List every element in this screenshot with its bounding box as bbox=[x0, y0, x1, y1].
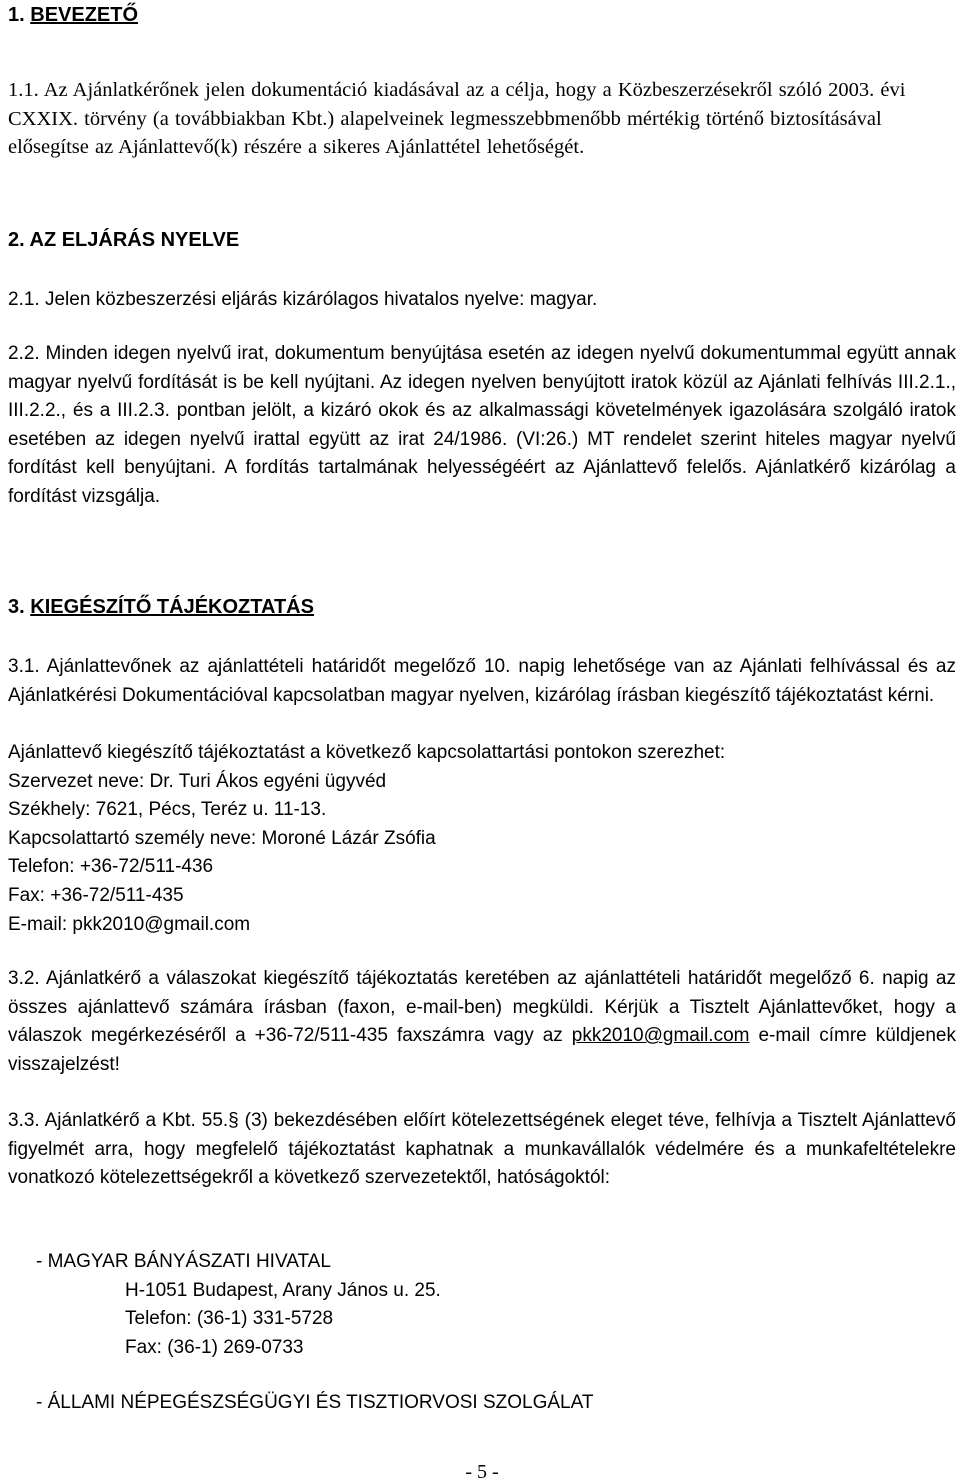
section-1-number: 1. bbox=[8, 4, 25, 26]
paragraph-3-2 bbox=[8, 965, 956, 1079]
section-3-heading bbox=[8, 596, 314, 619]
contact-block bbox=[8, 739, 956, 939]
section-3-number: 3. bbox=[8, 596, 25, 618]
section-1-title: BEVEZETŐ bbox=[30, 4, 139, 26]
section-3-title: KIEGÉSZÍTŐ TÁJÉKOZTATÁS bbox=[30, 596, 314, 618]
paragraph-1-1: 1.1. Az Ajánlatkérőnek jelen dokumentáció kiadásával az a célja, hogy a Közbeszerzésekről szóló 2003. évi CXXIX. törvény (a továbbiakban Kbt.) alapelveinek legmesszebbmenőbb mértékig történő biztosításával elősegítse az Ajánlattevő(k) részére a sikeres Ajánlattétel lehetőségét. bbox=[8, 79, 906, 159]
page-number: - 5 - bbox=[465, 1461, 499, 1483]
contact-organization: Szervezet neve: Dr. Turi Ákos egyéni ügyvéd bbox=[8, 770, 387, 792]
contact-intro: Ajánlattevő kiegészítő tájékoztatást a következő kapcsolattartási pontokon szerezhet: bbox=[8, 742, 726, 763]
paragraph-2-1: 2.1. Jelen közbeszerzési eljárás kizárólagos hivatalos nyelve: magyar. bbox=[8, 289, 598, 310]
contact-fax: Fax: +36-72/511-435 bbox=[8, 884, 184, 906]
org-2-name: - ÁLLAMI NÉPEGÉSZSÉGÜGYI ÉS TISZTIORVOSI SZOLGÁLAT bbox=[36, 1392, 594, 1414]
org-1-address: H-1051 Budapest, Arany János u. 25. bbox=[125, 1279, 441, 1301]
paragraph-3-2-tail: e-mail címre küldjenek visszajelzést! bbox=[8, 1025, 956, 1075]
organization-list bbox=[8, 1248, 956, 1418]
contact-person: Kapcsolattartó személy neve: Moroné Lázár Zsófia bbox=[8, 827, 436, 849]
section-2-heading: 2. AZ ELJÁRÁS NYELVE bbox=[8, 229, 240, 251]
paragraph-3-1: 3.1. Ajánlattevőnek az ajánlattételi határidőt megelőző 10. napig lehetősége van az Ajánlati felhívással és az Ajánlatkérési Dokumentációval kapcsolatban magyar nyelven, kizárólag írásban kiegészítő tájékoztatást kérni. bbox=[8, 656, 956, 706]
contact-email: E-mail: pkk2010@gmail.com bbox=[8, 913, 251, 935]
contact-seat: Székhely: 7621, Pécs, Teréz u. 11-13. bbox=[8, 799, 327, 821]
paragraph-2-2: 2.2. Minden idegen nyelvű irat, dokumentum benyújtása esetén az idegen nyelvű dokumentummal együtt annak magyar nyelvű fordítását is be kell nyújtani. Az idegen nyelven benyújtott iratok közül az Ajánlati felhívás III.2.1., III.2.2., és a III.2.3. pontban jelölt, a kizáró okok és az alkalmassági követelmények igazolására szolgáló iratok esetében az idegen nyelvű irattal együtt az irat 24/1986. (VI:26.) MT rendelet szerint hiteles magyar nyelvű fordítást kell benyújtani. A fordítás tartalmának helyességéért az Ajánlattevő felelős. Ajánlatkérő kizárólag a fordítást vizsgálja. bbox=[8, 343, 956, 507]
email-link[interactable]: pkk2010@gmail.com bbox=[571, 1025, 750, 1047]
org-1-name: - MAGYAR BÁNYÁSZATI HIVATAL bbox=[36, 1251, 331, 1272]
section-1-heading bbox=[8, 4, 138, 27]
contact-phone: Telefon: +36-72/511-436 bbox=[8, 856, 214, 878]
paragraph-3-2-text: 3.2. Ajánlatkérő a válaszokat kiegészítő tájékoztatás keretében az ajánlattételi határidőt megelőző 6. napig az összes ajánlattevő számára írásban (faxon, e-mail-ben) megküldi. Kérjük a Tisztelt Ajánlattevőket, hogy a válaszok megérkezéséről a +36-72/511-435 faxszámra vagy az bbox=[8, 968, 956, 1047]
org-1-phone: Telefon: (36-1) 331-5728 bbox=[125, 1308, 334, 1330]
org-1-fax: Fax: (36-1) 269-0733 bbox=[125, 1336, 304, 1358]
paragraph-3-3: 3.3. Ajánlatkérő a Kbt. 55.§ (3) bekezdésében előírt kötelezettségének eleget téve, felhívja a Tisztelt Ajánlattevő figyelmét arra, hogy megfelelő tájékoztatást kaphatnak a munkavállalók védelmére és a munkafeltételekre vonatkozó kötelezettségekről a következő szervezetektől, hatóságoktól: bbox=[8, 1110, 956, 1189]
